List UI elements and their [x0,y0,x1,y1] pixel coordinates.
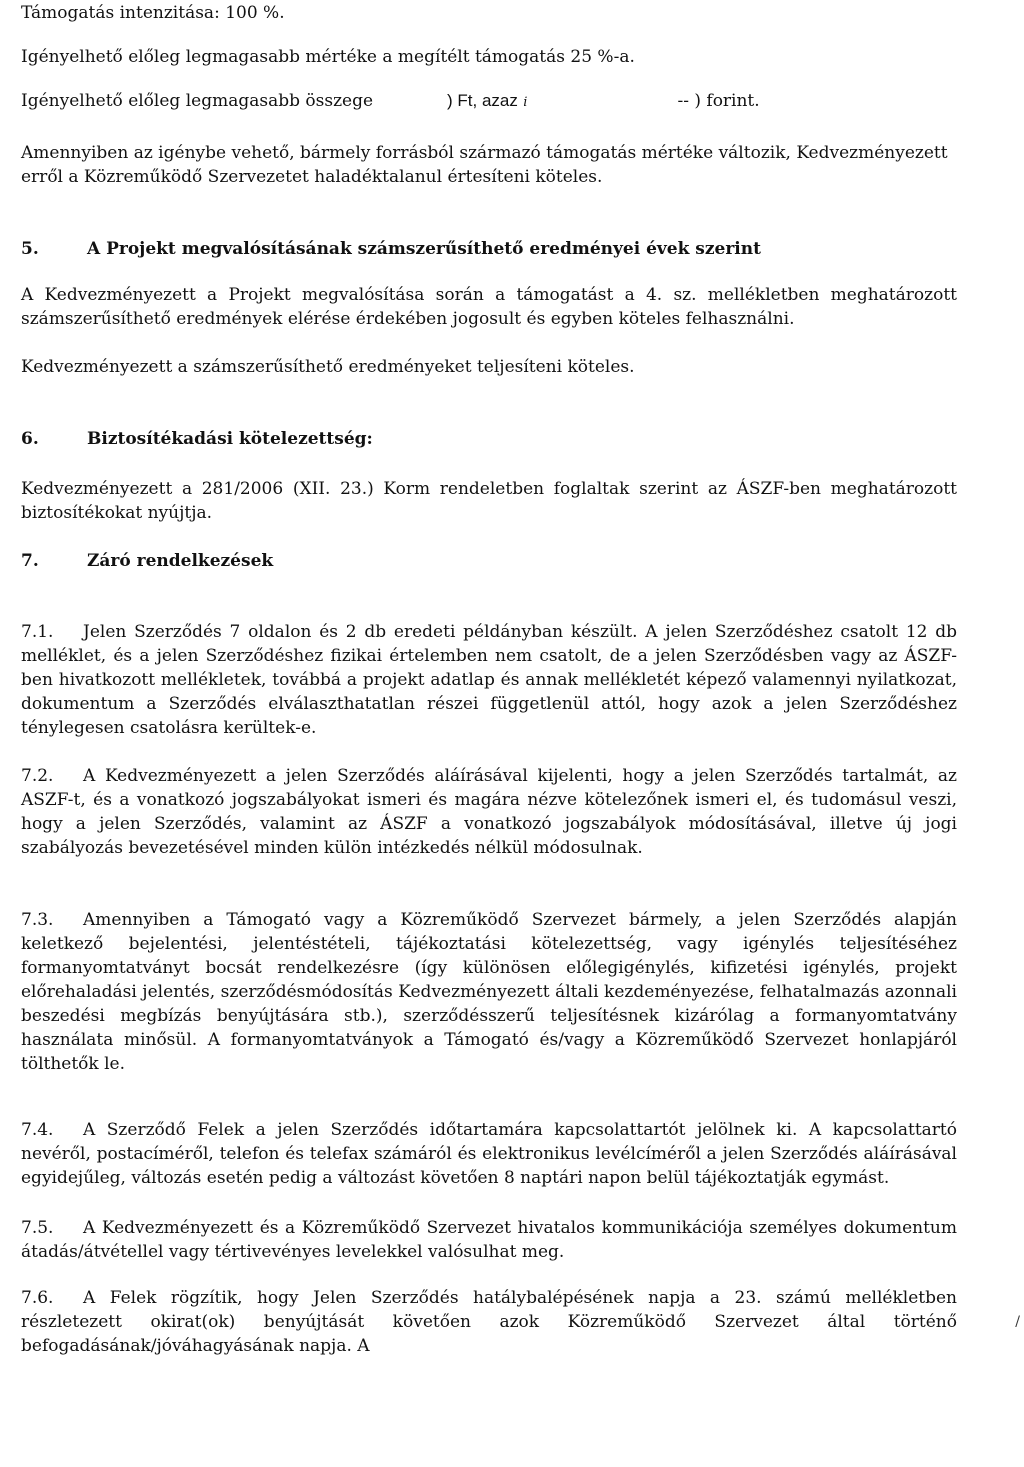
clause-number: 7.6. [21,1288,54,1308]
section-5-number: 5. [21,239,39,259]
section-5-body-2: Kedvezményezett a számszerűsíthető eredményeket teljesíteni köteles. [21,357,635,377]
section-5-body: A Kedvezményezett a Projekt megvalósítása során a támogatást a 4. sz. mellékletben meghatározott számszerűsíthető eredmények elérése érdekében jogosult és egyben köteles felhasználni. [21,285,957,329]
change-notice-paragraph: Amennyiben az igénybe vehető, bármely forrásból származó támogatás mértéke változik, Kedvezményezett erről a Közreműködő Szervezetet haladéktalanul értesíteni köteles. [21,143,948,187]
clause-7-1 [21,620,957,740]
section-5-heading [21,237,957,261]
section-6-number: 6. [21,429,39,449]
clause-7-6 [21,1286,957,1358]
advance-amount-ft: ) Ft, azaz [447,91,518,110]
clause-text: Amennyiben a Támogató vagy a Közreműködő Szervezet bármely, a jelen Szerződés alapján keletkező bejelentési, jelentéstételi, tájékoztatási kötelezettség, vagy igénylés teljesítéséhez formanyomtatványt bocsát rendelkezésre (így különösen előlegigénylés, kifizetési igénylés, projekt előrehaladási jelentés, szerződésmódosítás Kedvezményezett általi kezdeményezése, felhatalmazás azonnali beszedési megbízás benyújtására stb.), szerződésszerű teljesítésnek kizárólag a formanyomtatvány használata minősül. A formanyomtatványok a Támogató és/vagy a Közreműködő Szervezet honlapjáról tölthetők le. [21,910,957,1074]
margin-mark: / [1015,1314,1020,1330]
clause-number: 7.5. [21,1218,54,1238]
section-6-body: Kedvezményezett a 281/2006 (XII. 23.) Korm rendeletben foglaltak szerint az ÁSZF-ben meghatározott biztosítékokat nyújtja. [21,479,957,523]
clause-text: A Kedvezményezett a jelen Szerződés aláírásával kijelenti, hogy a jelen Szerződés tartalmát, az ASZF-t, és a vonatkozó jogszabályokat ismeri és magára nézve kötelezőnek ismeri el, és tudomásul veszi, hogy a jelen Szerződés, valamint az ÁSZF a vonatkozó jogszabályok módosításával, illetve új jogi szabályozás bevezetésével minden külön intézkedés nélkül módosulnak. [21,766,957,858]
clause-text: A Kedvezményezett és a Közreműködő Szervezet hivatalos kommunikációja személyes dokumentum átadás/átvétellel vagy tértivevényes levelekkel valósulhat meg. [21,1218,957,1262]
advance-amount-line [21,89,957,115]
clause-number: 7.1. [21,622,54,642]
section-7-title: Záró rendelkezések [87,551,274,571]
clause-text: Jelen Szerződés 7 oldalon és 2 db eredeti példányban készült. A jelen Szerződéshez csatolt 12 db melléklet, és a jelen Szerződéshez fizikai értelemben nem csatolt, de a jelen Szerződésben vagy az ÁSZF-ben hivatkozott mellékletek, továbbá a projekt adatlap és annak mellékletét képező valamennyi nyilatkozat, dokumentum a Szerződés elválaszthatatlan részei függetlenül attól, hogy azok a jelen Szerződéshez ténylegesen csatolásra kerültek-e. [21,622,957,738]
clause-7-2 [21,764,957,860]
advance-amount-label: Igényelhető előleg legmagasabb összege [21,91,374,111]
clause-7-3 [21,908,957,1076]
advance-amount-end: -- ) forint. [677,91,760,111]
section-7-heading [21,549,957,573]
advance-ratio-line: Igényelhető előleg legmagasabb mértéke a megítélt támogatás 25 %-a. [21,47,635,67]
section-6-heading [21,427,957,451]
clause-number: 7.4. [21,1120,54,1140]
clause-7-5 [21,1216,957,1264]
clause-text: A Szerződő Felek a jelen Szerződés időtartamára kapcsolattartót jelölnek ki. A kapcsolattartó nevéről, postacíméről, telefon és telefax számáról és elektronikus levélcíméről a jelen Szerződés aláírásával egyidejűleg, változás esetén pedig a változást követően 8 naptári napon belül tájékoztatják egymást. [21,1120,957,1188]
clause-text: A Felek rögzítik, hogy Jelen Szerződés hatálybalépésének napja a 23. számú mellékletben részletezett okirat(ok) benyújtását követően azok Közreműködő Szervezet által történő befogadásának/jóváhagyásának napja. A [21,1288,957,1356]
clause-number: 7.2. [21,766,54,786]
advance-amount-i: i [523,95,528,110]
clause-number: 7.3. [21,910,54,930]
section-5-title: A Projekt megvalósításának számszerűsíthető eredményei évek szerint [87,239,761,259]
support-intensity-line: Támogatás intenzitása: 100 %. [21,3,285,23]
clause-7-4 [21,1118,957,1190]
section-7-number: 7. [21,551,39,571]
section-6-title: Biztosítékadási kötelezettség: [87,429,373,449]
